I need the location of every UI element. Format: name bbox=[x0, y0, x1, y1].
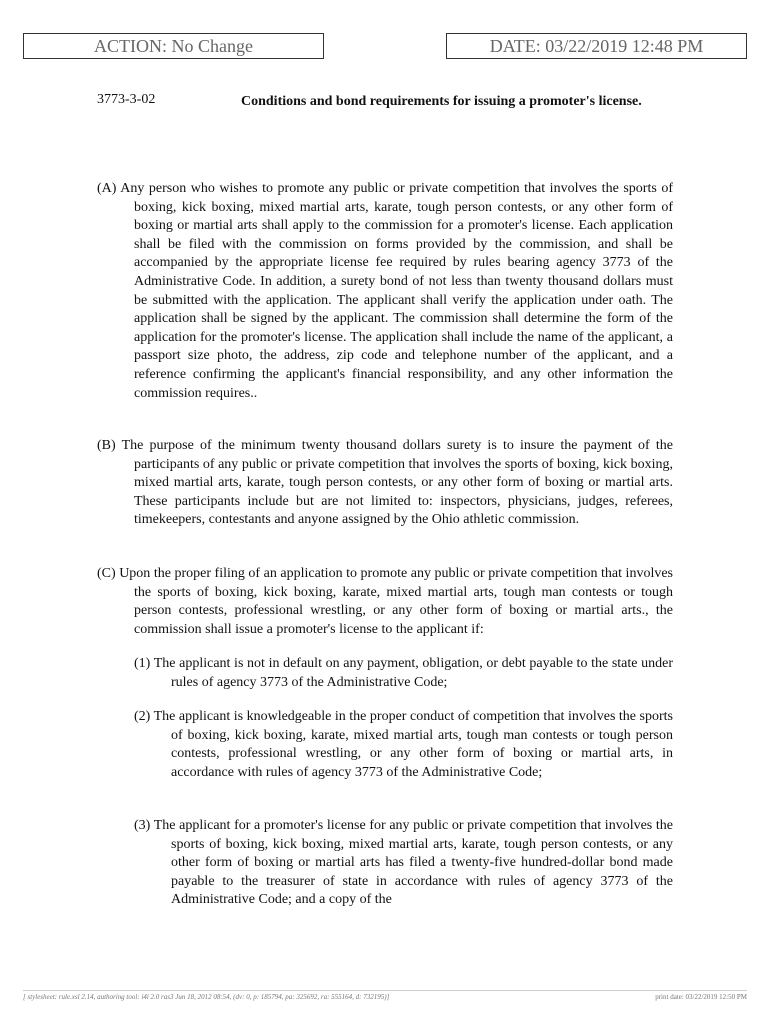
footer-stylesheet-info: [ stylesheet: rule.xsl 2.14, authoring tool: i4i 2.0 ras3 Jun 18, 2012 08:54, (dv: 0, p: 185794, pa: 325692, ra: 555164, d: 732195)] bbox=[23, 993, 390, 1001]
paragraph-b: (B) The purpose of the minimum twenty thousand dollars surety is to insure the payment of the participants of any public or private competition that involves the sports of boxing, kick boxing, mixed martial arts, karate, tough person contests, or any other form of boxing or martial arts. These participants include but are not limited to: inspectors, physicians, judges, referees, timekeepers, contestants and anyone assigned by the Ohio athletic commission. bbox=[97, 438, 673, 528]
date-box: DATE: 03/22/2019 12:48 PM bbox=[446, 33, 747, 59]
footer-print-date: print date: 03/22/2019 12:50 PM bbox=[655, 993, 747, 1001]
paragraph-a: (A) Any person who wishes to promote any public or private competition that involves the sports of boxing, kick boxing, mixed martial arts, karate, tough person contests, or any other form of boxing or martial arts shall apply to the commission for a promoter's license. Each application shall be filed with the commission on forms provided by the commission, and shall be accompanied by the appropriate license fee required by rules bearing agency 3773 of the Administrative Code. In addition, a surety bond of not less than twenty thousand dollars must be submitted with the application. The applicant shall verify the application under oath. The application shall be signed by the applicant. The commission shall determine the form of the application for the promoter's license. The application shall include the name of the applicant, a passport size photo, the address, zip code and telephone number of the applicant, and a reference confirming the applicant's financial responsibility, and any other information the commission requires.. bbox=[97, 181, 673, 401]
paragraph-c1: (1) The applicant is not in default on any payment, obligation, or debt payable to the state under rules of agency 3773 of the Administrative Code; bbox=[134, 656, 673, 690]
action-status-box: ACTION: No Change bbox=[23, 33, 324, 59]
paragraph-c2: (2) The applicant is knowledgeable in the proper conduct of competition that involves the sports of boxing, kick boxing, karate, mixed martial arts, tough man contests or tough person contests, professional wrestling, or any other form of boxing or martial arts, in accordance with rules of agency 3773 of the Administrative Code; bbox=[134, 709, 673, 780]
rule-number: 3773-3-02 bbox=[97, 92, 156, 107]
paragraph-c3: (3) The applicant for a promoter's license for any public or private competition that involves the sports of boxing, kick boxing, mixed martial arts, karate, tough person contests, or any other form of boxing or martial arts has filed a twenty-five hundred-dollar bond made payable to the treasurer of state in accordance with rules of agency 3773 of the Administrative Code; and a copy of the bbox=[134, 818, 673, 908]
rule-title: Conditions and bond requirements for issuing a promoter's license. bbox=[241, 94, 642, 109]
paragraph-c: (C) Upon the proper filing of an application to promote any public or private competition that involves the sports of boxing, kick boxing, karate, mixed martial arts, tough man contests or tough person contests, professional wrestling, or any other form of boxing or martial arts., the commission shall issue a promoter's license to the applicant if: bbox=[97, 566, 673, 637]
footer-divider bbox=[23, 990, 747, 991]
